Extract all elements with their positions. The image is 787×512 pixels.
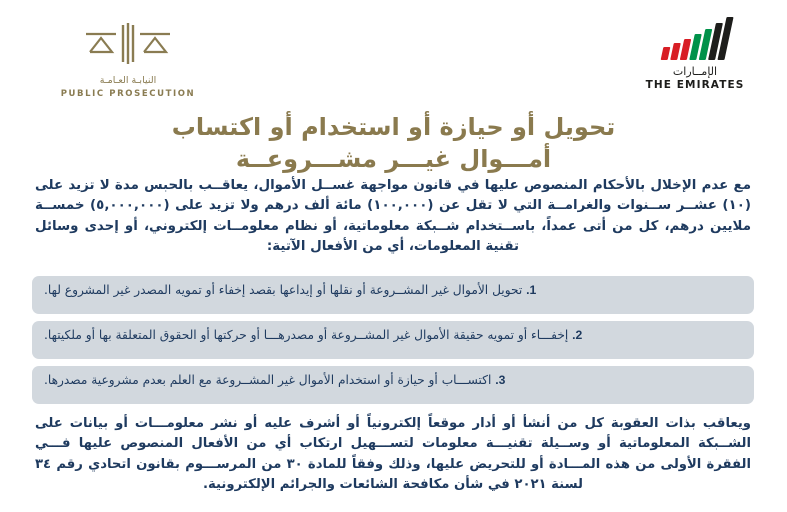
list-item bbox=[32, 366, 754, 404]
page-title-line-1: تحويل أو حيازة أو استخدام أو اكتساب bbox=[171, 113, 616, 141]
scales-of-justice-icon bbox=[82, 22, 174, 70]
uae-nation-brand-bars-icon bbox=[631, 16, 759, 60]
emirates-logo bbox=[631, 16, 759, 91]
public-prosecution-arabic-label: النيابـة العـامـة bbox=[99, 75, 157, 86]
list-item bbox=[32, 321, 754, 359]
list-item-number: 3. bbox=[495, 373, 506, 387]
page-title-line-2: أمـــوال غيـــر مشـــروعــة bbox=[235, 144, 552, 173]
list-item bbox=[32, 276, 754, 314]
list-item-text: اكتســـاب أو حيازة أو استخدام الأموال غير المشــروعة مع العلم بعدم مشروعية مصدرها. bbox=[44, 373, 492, 387]
public-prosecution-logo bbox=[38, 22, 218, 99]
public-prosecution-english-label: PUBLIC PROSECUTION bbox=[60, 89, 196, 100]
list-item-text: إخفـــاء أو تمويه حقيقة الأموال غير المشــروعة أو مصدرهـــا أو حركتها أو الحقوق المتعلقة بها أو ملكيتها. bbox=[44, 328, 569, 342]
emirates-bar-1 bbox=[660, 47, 670, 60]
emirates-bar-2 bbox=[670, 43, 681, 60]
closing-paragraph: ويعاقب بذات العقوبة كل من أنشأ أو أدار موقعاً إلكترونياً أو أشرف عليه أو نشر معلومـــات أو بيانات على الشــبكة المعلوماتية أو وســيلة تقنيـــة معلومات لتســـهيل ارتكاب أي من الأفعال المنصوص عليها فـــي الفقرة الأولى من هذه المـــادة أو للتحريض عليها، وذلك وفقاً للمادة ٣٠ من المرســـوم بقانون اتحادي رقم ٣٤ لسنة ٢٠٢١ في شأن مكافحة الشائعات والجرائم الإلكترونية. bbox=[35, 416, 751, 493]
emirates-english-label: THE EMIRATES bbox=[645, 79, 745, 91]
list-item-text: تحويل الأموال غير المشــروعة أو نقلها أو إيداعها بقصد إخفاء أو تمويه المصدر غير المشروع لها. bbox=[44, 283, 523, 297]
emirates-arabic-label: الإمــارات bbox=[672, 65, 718, 78]
list-item-number: 2. bbox=[572, 328, 583, 342]
list-item-number: 1. bbox=[526, 283, 537, 297]
intro-paragraph: مع عدم الإخلال بالأحكام المنصوص عليها في قانون مواجهة غســل الأموال، يعاقــب بالحبس مدة لا تزيد على (١٠) عشــر ســنوات والغرامــة التي لا تقل عن (١٠٠,٠٠٠) مائة ألف درهم ولا تزيد على (٥,٠٠٠,٠٠٠) خمســة ملايين درهم، كل من أتى عمداً، باســتخدام شــبكة معلوماتية، أو نظام معلومــات إلكتروني، أو إحدى وسائل تقنية المعلومات، أي من الأفعال الآتية: bbox=[35, 178, 751, 255]
offences-list bbox=[32, 276, 754, 411]
header bbox=[0, 0, 787, 108]
page-title bbox=[0, 112, 787, 175]
